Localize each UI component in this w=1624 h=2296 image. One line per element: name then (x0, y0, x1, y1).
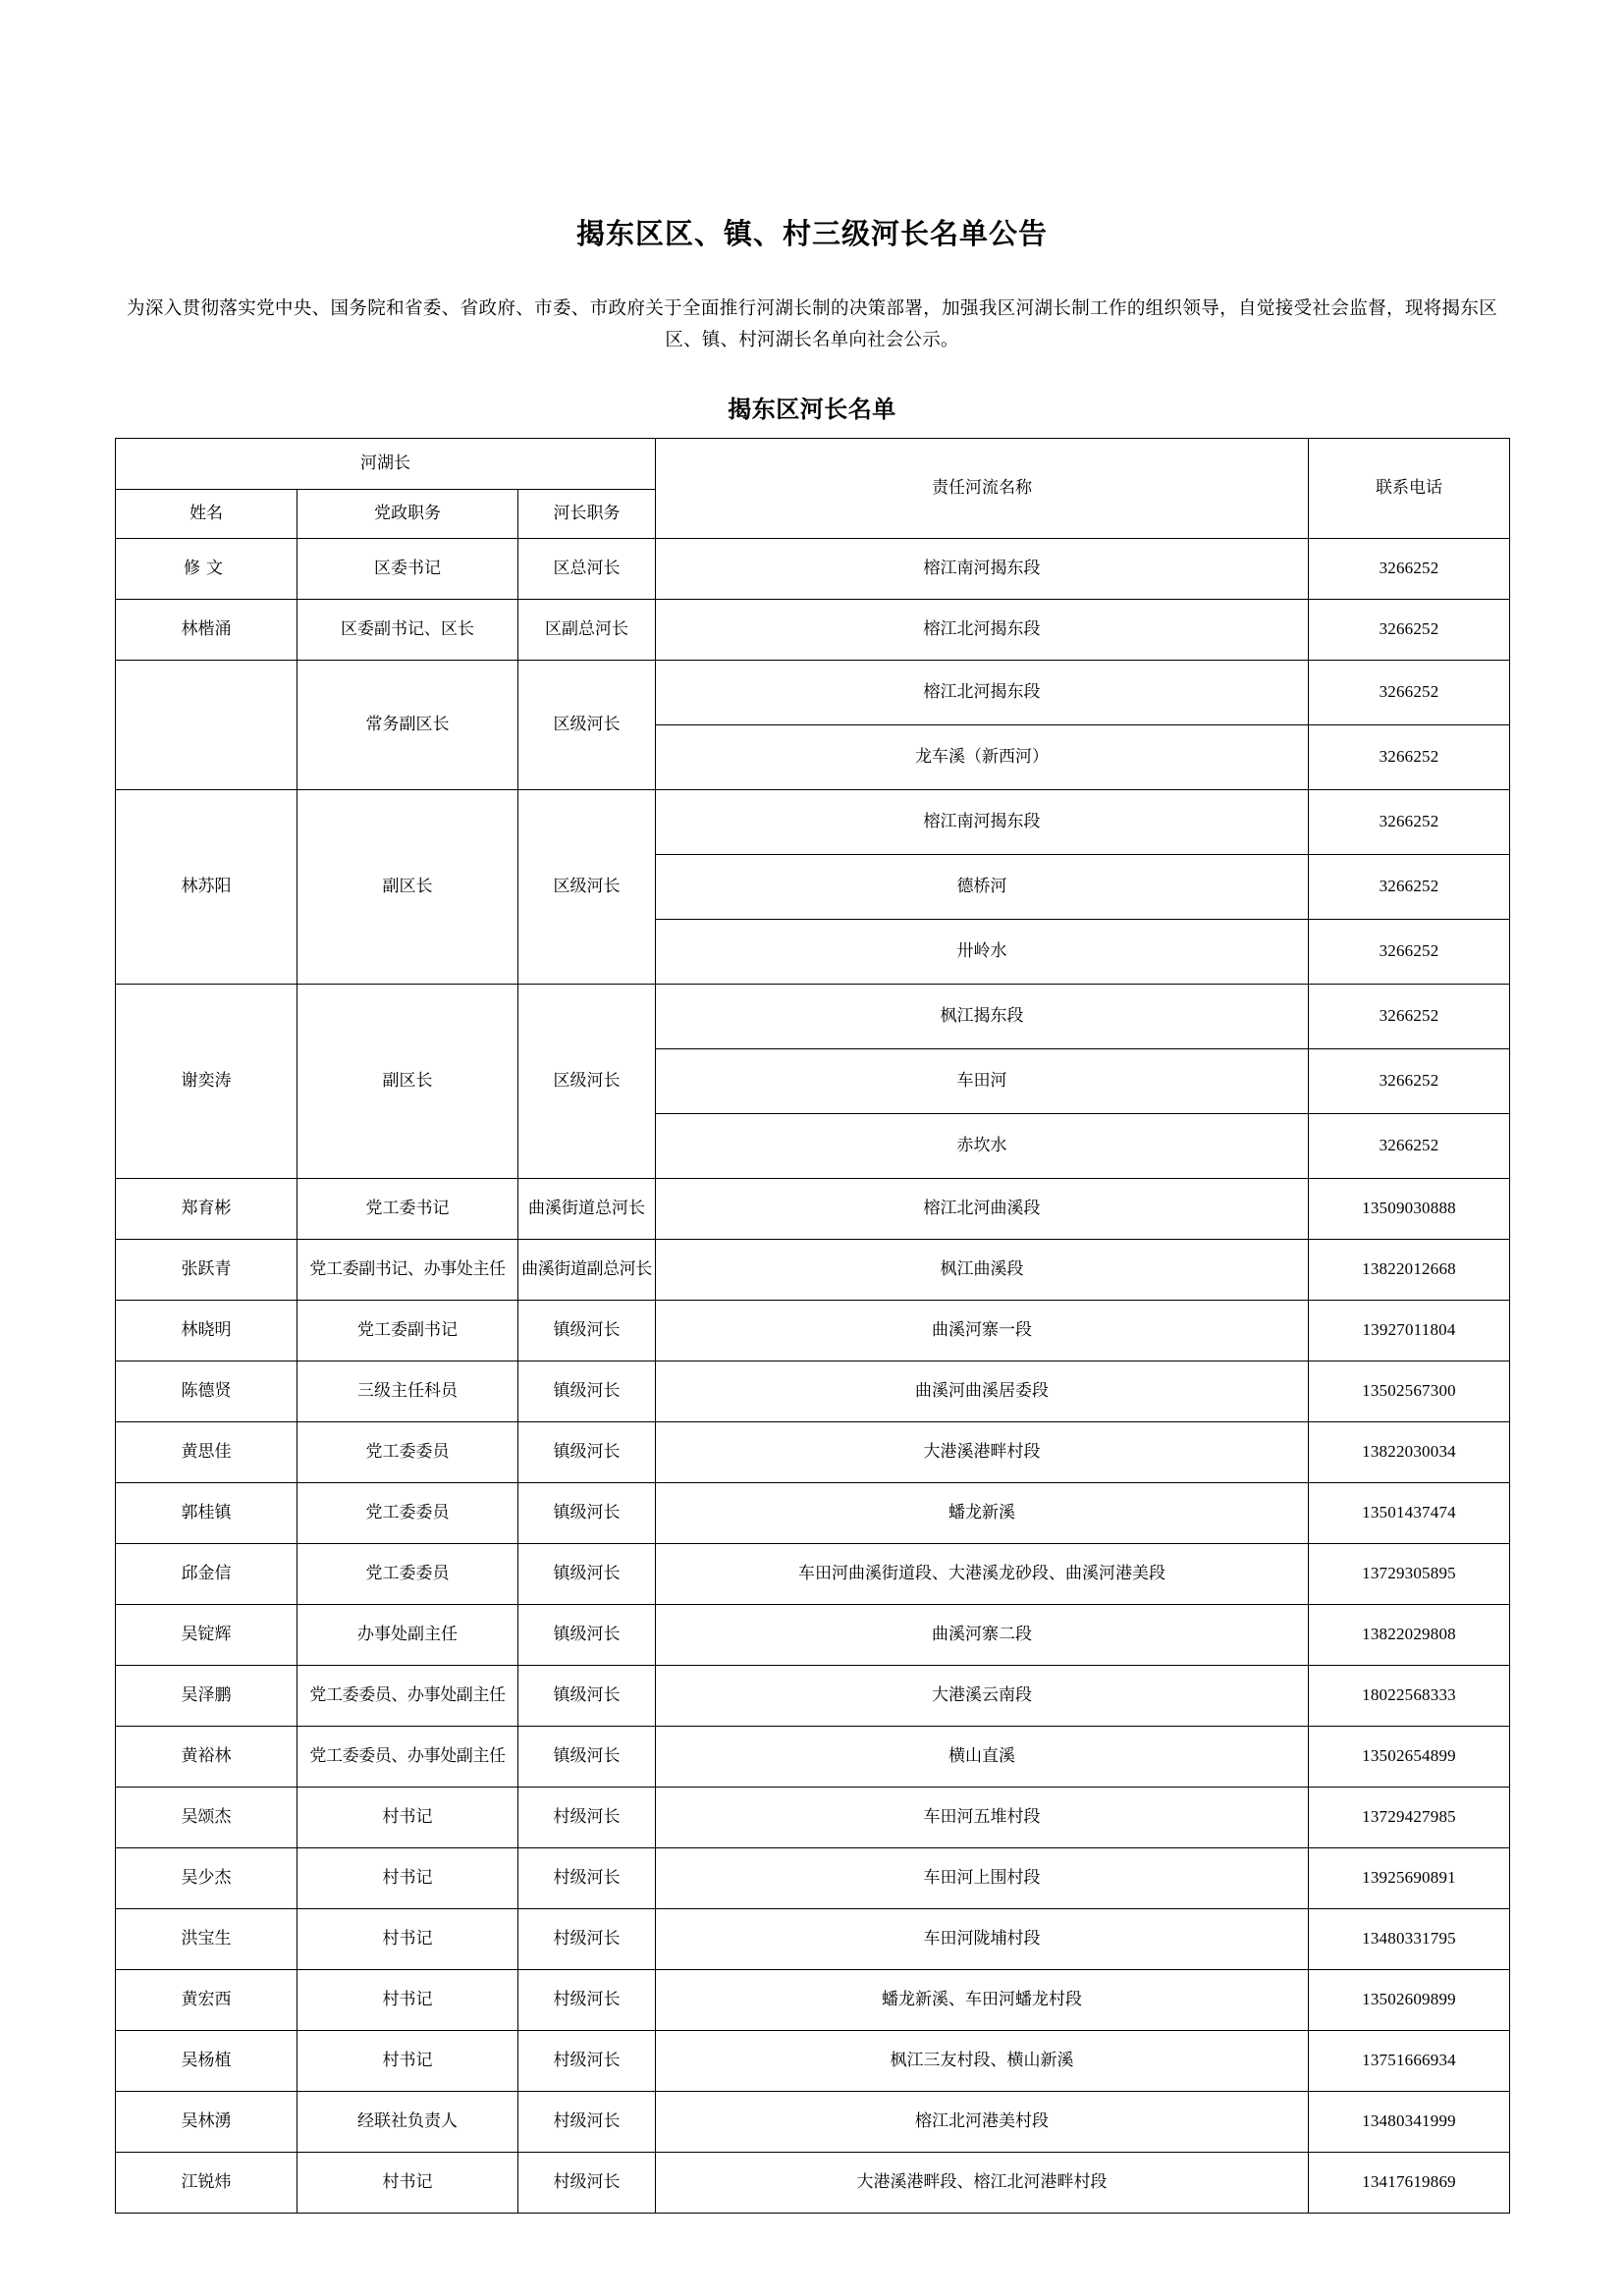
cell-river-name: 车田河 (656, 1048, 1309, 1113)
cell-river-name: 曲溪河寨一段 (656, 1300, 1309, 1361)
table-title: 揭东区河长名单 (728, 397, 896, 423)
table-row (116, 538, 1510, 599)
document-content (115, 0, 1509, 2214)
cell-river-name: 横山直溪 (656, 1726, 1309, 1787)
cell-name: 洪宝生 (116, 1908, 298, 1969)
cell-river-chief-post: 镇级河长 (518, 1300, 656, 1361)
cell-river-name: 蟠龙新溪、车田河蟠龙村段 (656, 1969, 1309, 2030)
table-row (116, 1300, 1510, 1361)
cell-phone: 13822030034 (1309, 1421, 1510, 1482)
cell-river-name: 曲溪河寨二段 (656, 1604, 1309, 1665)
table-row (116, 1908, 1510, 1969)
cell-river-chief-post: 曲溪街道副总河长 (518, 1239, 656, 1300)
cell-party-post: 三级主任科员 (298, 1361, 518, 1421)
cell-phone: 13417619869 (1309, 2152, 1510, 2213)
cell-name: 吴锭辉 (116, 1604, 298, 1665)
cell-party-post: 区委书记 (298, 538, 518, 599)
cell-phone: 3266252 (1309, 599, 1510, 660)
cell-phone: 3266252 (1309, 789, 1510, 854)
cell-phone: 13480341999 (1309, 2091, 1510, 2152)
cell-name: 吴少杰 (116, 1847, 298, 1908)
table-header-group-row (116, 438, 1510, 489)
cell-phone: 3266252 (1309, 854, 1510, 919)
cell-river-name: 龙车溪（新西河） (656, 724, 1309, 789)
cell-name: 江锐炜 (116, 2152, 298, 2213)
cell-name: 黄宏西 (116, 1969, 298, 2030)
table-row (116, 1787, 1510, 1847)
cell-party-post: 村书记 (298, 1847, 518, 1908)
cell-party-post: 区委副书记、区长 (298, 599, 518, 660)
cell-phone: 13502654899 (1309, 1726, 1510, 1787)
cell-party-post: 党工委副书记 (298, 1300, 518, 1361)
cell-phone: 13822012668 (1309, 1239, 1510, 1300)
cell-river-name: 榕江南河揭东段 (656, 789, 1309, 854)
cell-name: 郭桂镇 (116, 1482, 298, 1543)
cell-party-post: 村书记 (298, 2030, 518, 2091)
cell-river-chief-post: 区总河长 (518, 538, 656, 599)
table-body (116, 538, 1510, 2213)
cell-river-chief-post: 区级河长 (518, 789, 656, 984)
cell-river-name: 榕江北河揭东段 (656, 599, 1309, 660)
cell-party-post: 党工委委员 (298, 1543, 518, 1604)
table-row (116, 1178, 1510, 1239)
cell-party-post: 常务副区长 (298, 660, 518, 789)
cell-party-post: 村书记 (298, 2152, 518, 2213)
cell-name: 黄思佳 (116, 1421, 298, 1482)
table-row (116, 1665, 1510, 1726)
cell-name: 陈德贤 (116, 1361, 298, 1421)
cell-river-chief-post: 镇级河长 (518, 1726, 656, 1787)
cell-phone: 13751666934 (1309, 2030, 1510, 2091)
cell-phone: 3266252 (1309, 984, 1510, 1048)
cell-name: 林晓明 (116, 1300, 298, 1361)
header-phone: 联系电话 (1309, 438, 1510, 538)
cell-phone: 13729305895 (1309, 1543, 1510, 1604)
cell-phone: 18022568333 (1309, 1665, 1510, 1726)
cell-party-post: 党工委委员 (298, 1482, 518, 1543)
cell-river-name: 枫江揭东段 (656, 984, 1309, 1048)
cell-phone: 3266252 (1309, 660, 1510, 724)
cell-party-post: 村书记 (298, 1787, 518, 1847)
cell-phone: 3266252 (1309, 724, 1510, 789)
cell-river-name: 大港溪港畔段、榕江北河港畔村段 (656, 2152, 1309, 2213)
cell-river-chief-post: 区副总河长 (518, 599, 656, 660)
cell-phone: 13822029808 (1309, 1604, 1510, 1665)
cell-phone: 13480331795 (1309, 1908, 1510, 1969)
cell-phone: 3266252 (1309, 919, 1510, 984)
cell-name: 吴泽鹏 (116, 1665, 298, 1726)
cell-name: 修文 (116, 538, 298, 599)
table-row (116, 1239, 1510, 1300)
cell-phone: 13925690891 (1309, 1847, 1510, 1908)
cell-party-post: 副区长 (298, 789, 518, 984)
table-row (116, 1543, 1510, 1604)
table-row (116, 2152, 1510, 2213)
cell-river-chief-post: 镇级河长 (518, 1665, 656, 1726)
cell-river-name: 车田河上围村段 (656, 1847, 1309, 1908)
cell-river-name: 曲溪河曲溪居委段 (656, 1361, 1309, 1421)
cell-river-chief-post: 村级河长 (518, 1908, 656, 1969)
cell-phone: 13927011804 (1309, 1300, 1510, 1361)
cell-party-post: 办事处副主任 (298, 1604, 518, 1665)
cell-party-post: 党工委委员、办事处副主任 (298, 1726, 518, 1787)
cell-river-chief-post: 村级河长 (518, 2152, 656, 2213)
table-row (116, 1726, 1510, 1787)
table-row (116, 2030, 1510, 2091)
cell-name: 邱金信 (116, 1543, 298, 1604)
table-row (116, 1482, 1510, 1543)
cell-party-post: 党工委委员、办事处副主任 (298, 1665, 518, 1726)
cell-river-chief-post: 村级河长 (518, 2091, 656, 2152)
cell-river-chief-post: 镇级河长 (518, 1604, 656, 1665)
cell-river-name: 德桥河 (656, 854, 1309, 919)
cell-river-name: 车田河五堆村段 (656, 1787, 1309, 1847)
cell-river-chief-post: 区级河长 (518, 660, 656, 789)
cell-river-name: 大港溪港畔村段 (656, 1421, 1309, 1482)
cell-phone: 13501437474 (1309, 1482, 1510, 1543)
cell-river-name: 车田河曲溪街道段、大港溪龙砂段、曲溪河港美段 (656, 1543, 1309, 1604)
cell-river-name: 卅岭水 (656, 919, 1309, 984)
announcement-paragraph: 为深入贯彻落实党中央、国务院和省委、省政府、市委、市政府关于全面推行河湖长制的决策部署，加强我区河湖长制工作的组织领导，自觉接受社会监督，现将揭东区区、镇、村河湖长名单向社会公示。 (127, 298, 1497, 351)
cell-river-chief-post: 村级河长 (518, 1969, 656, 2030)
cell-river-name: 榕江北河揭东段 (656, 660, 1309, 724)
table-row (116, 1421, 1510, 1482)
header-party-post: 党政职务 (298, 489, 518, 538)
table-row (116, 1604, 1510, 1665)
cell-river-chief-post: 村级河长 (518, 1787, 656, 1847)
page-title: 揭东区区、镇、村三级河长名单公告 (575, 219, 1048, 250)
cell-name: 谢奕涛 (116, 984, 298, 1178)
cell-name: 吴杨植 (116, 2030, 298, 2091)
cell-phone: 13502567300 (1309, 1361, 1510, 1421)
cell-river-chief-post: 镇级河长 (518, 1543, 656, 1604)
cell-river-name: 榕江北河曲溪段 (656, 1178, 1309, 1239)
cell-phone: 3266252 (1309, 1113, 1510, 1178)
cell-name: 吴颂杰 (116, 1787, 298, 1847)
cell-river-name: 车田河陇埔村段 (656, 1908, 1309, 1969)
cell-party-post: 副区长 (298, 984, 518, 1178)
header-group-river-chief: 河湖长 (116, 438, 656, 489)
cell-river-chief-post: 区级河长 (518, 984, 656, 1178)
cell-phone: 13502609899 (1309, 1969, 1510, 2030)
cell-phone: 3266252 (1309, 1048, 1510, 1113)
table-row (116, 1361, 1510, 1421)
cell-party-post: 党工委书记 (298, 1178, 518, 1239)
cell-river-name: 枫江三友村段、横山新溪 (656, 2030, 1309, 2091)
cell-name: 郑育彬 (116, 1178, 298, 1239)
cell-river-chief-post: 村级河长 (518, 2030, 656, 2091)
table-row (116, 1969, 1510, 2030)
cell-party-post: 党工委副书记、办事处主任 (298, 1239, 518, 1300)
cell-river-name: 大港溪云南段 (656, 1665, 1309, 1726)
cell-river-chief-post: 镇级河长 (518, 1482, 656, 1543)
cell-name: 张跃青 (116, 1239, 298, 1300)
cell-river-name: 榕江南河揭东段 (656, 538, 1309, 599)
cell-phone: 13729427985 (1309, 1787, 1510, 1847)
cell-river-chief-post: 村级河长 (518, 1847, 656, 1908)
cell-river-name: 赤坎水 (656, 1113, 1309, 1178)
cell-party-post: 党工委委员 (298, 1421, 518, 1482)
header-river-chief-post: 河长职务 (518, 489, 656, 538)
cell-name: 林楷涌 (116, 599, 298, 660)
cell-name: 黄裕林 (116, 1726, 298, 1787)
table-row (116, 984, 1510, 1048)
cell-river-chief-post: 镇级河长 (518, 1361, 656, 1421)
cell-river-chief-post: 镇级河长 (518, 1421, 656, 1482)
header-name: 姓名 (116, 489, 298, 538)
table-row (116, 789, 1510, 854)
header-river-name: 责任河流名称 (656, 438, 1309, 538)
table-header (116, 438, 1510, 538)
cell-party-post: 村书记 (298, 1908, 518, 1969)
cell-party-post: 村书记 (298, 1969, 518, 2030)
table-row (116, 2091, 1510, 2152)
cell-name (116, 660, 298, 789)
cell-river-name: 蟠龙新溪 (656, 1482, 1309, 1543)
cell-river-name: 枫江曲溪段 (656, 1239, 1309, 1300)
table-row (116, 1847, 1510, 1908)
river-chief-roster-table (115, 438, 1510, 2214)
cell-party-post: 经联社负责人 (298, 2091, 518, 2152)
cell-name: 吴林湧 (116, 2091, 298, 2152)
cell-phone: 3266252 (1309, 538, 1510, 599)
table-row (116, 660, 1510, 724)
cell-river-name: 榕江北河港美村段 (656, 2091, 1309, 2152)
cell-phone: 13509030888 (1309, 1178, 1510, 1239)
cell-river-chief-post: 曲溪街道总河长 (518, 1178, 656, 1239)
cell-name: 林苏阳 (116, 789, 298, 984)
table-row (116, 599, 1510, 660)
